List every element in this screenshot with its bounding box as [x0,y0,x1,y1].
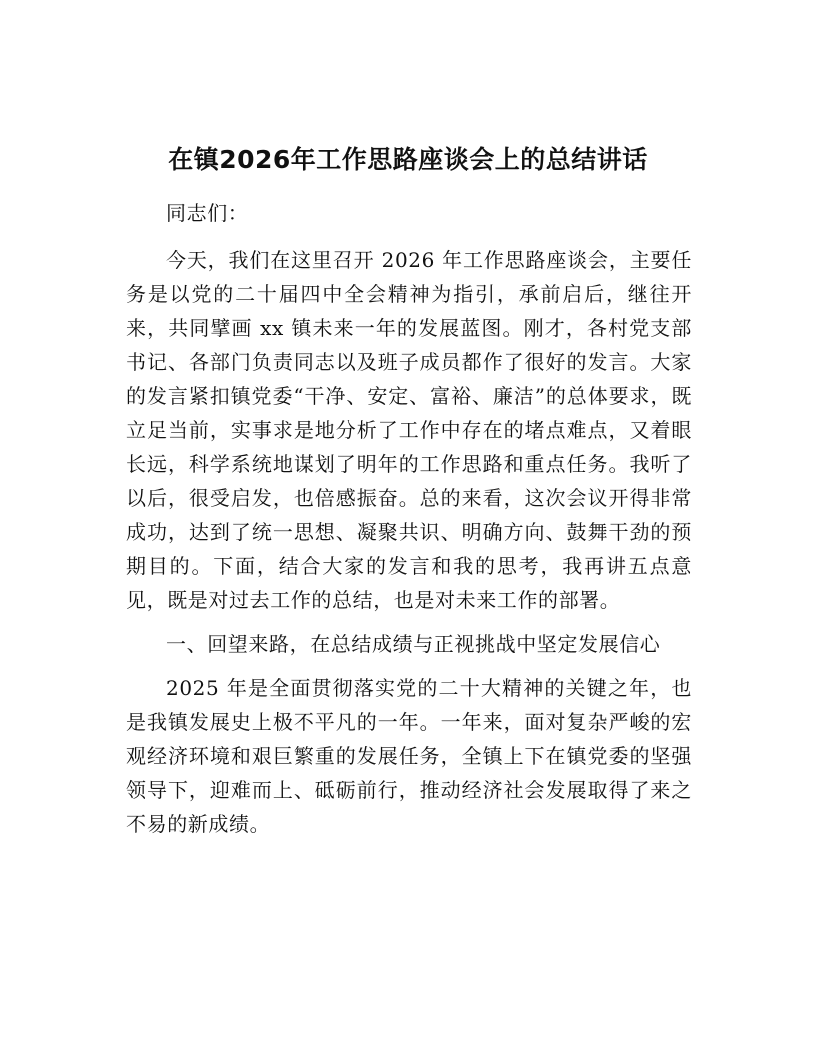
paragraph-review: 2025 年是全面贯彻落实党的二十大精神的关键之年，也是我镇发展史上极不平凡的一年。一年来，面对复杂严峻的宏观经济环境和艰巨繁重的发展任务，全镇上下在镇党委的坚强领导下，迎难而上、砥砺前行，推动经济社会发展取得了来之不易的新成绩。 [126,676,692,836]
section-heading-1: 一、回望来路，在总结成绩与正视挑战中坚定发展信心 [166,632,661,656]
document-title: 在镇2026年工作思路座谈会上的总结讲话 [168,145,648,174]
salutation: 同志们： [166,201,249,225]
paragraph-opening: 今天，我们在这里召开 2026 年工作思路座谈会，主要任务是以党的二十届四中全会精神为指引，承前启后，继往开来，共同擘画 xx 镇未来一年的发展蓝图。刚才，各村党支部书记、各部门负责同志以及班子成员都作了很好的发言。大家的发言紧扣镇党委“干净、安定、富裕、廉洁”的总体要求，既立足当前，实事求是地分析了工作中存在的堵点难点，又着眼长远，科学系统地谋划了明年的工作思路和重点任务。我听了以后，很受启发，也倍感振奋。总的来看，这次会议开得非常成功，达到了统一思想、凝聚共识、明确方向、鼓舞干劲的预期目的。下面，结合大家的发言和我的思考，我再讲五点意见，既是对过去工作的总结，也是对未来工作的部署。 [126,248,692,612]
document-body [126,196,692,851]
